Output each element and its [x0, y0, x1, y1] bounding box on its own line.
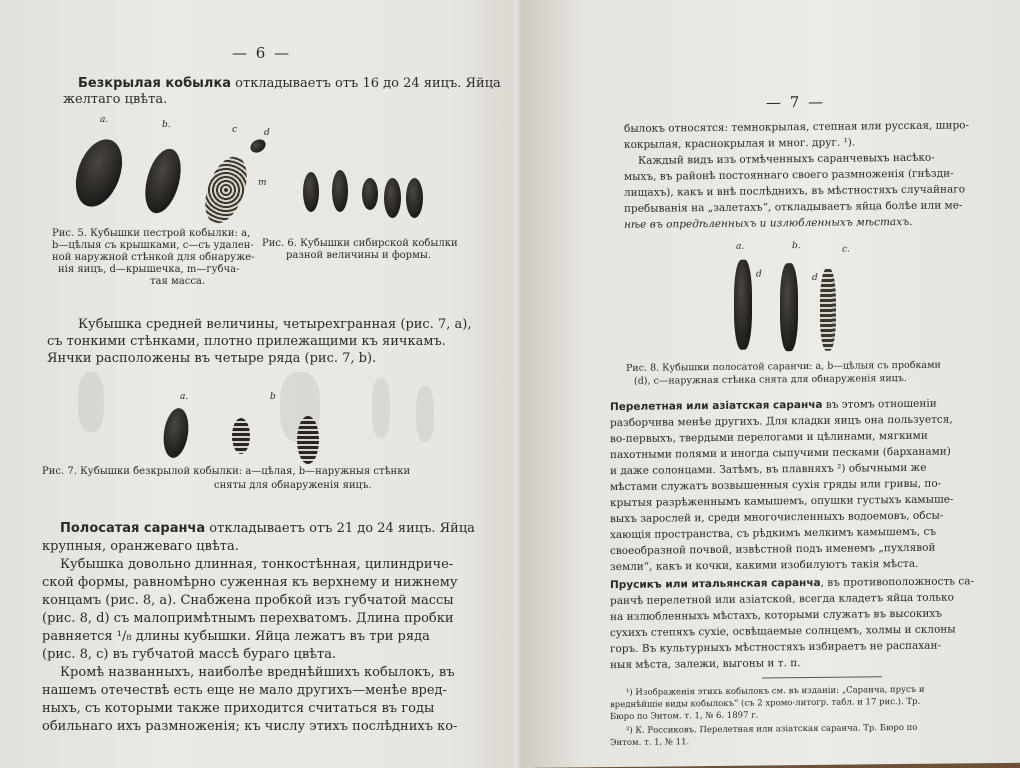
para2-line-6: (рис. 8, d) съ малопримѣтнымъ перехватомъ. Длина пробки — [42, 611, 454, 626]
fig5-label-m: m — [258, 178, 267, 188]
egg-pod-7b-2 — [297, 416, 319, 464]
fig7-caption-2: сняты для обнаруженія яицъ. — [214, 480, 372, 491]
para2-line-9: Кромѣ названныхъ, наиболѣе вреднѣйшихъ кобылокъ, въ — [60, 665, 455, 680]
para-line-11: земли“, какъ и кочки, какими изобилуютъ такія мѣста. — [610, 557, 919, 574]
para1-line-2: съ тонкими стѣнками, плотно прилежащими къ яичкамъ. — [47, 334, 446, 349]
para-line-6: мѣстами служатъ возвышенныя сухія гряды или гривы, по- — [610, 477, 942, 494]
para2-line-3: Кубышка довольно длинная, тонкостѣнная, цилиндриче- — [60, 557, 454, 572]
footnote-1-line-2: вреднѣйшіе виды кобылокъ“ (съ 2 хромо-литогр. табл. и 17 рис.). Тр. — [610, 696, 921, 711]
footnote-2-line-2: Энтом. т. 1, № 11. — [610, 737, 690, 749]
para-line-5: и даже солонцами. Затѣмъ, въ плавняхъ ²) обычными же — [610, 461, 927, 478]
para-line-3: во-первыхъ, твердыми перелогами и цѣлинами, мягкими — [610, 429, 928, 446]
para-line-10: своеобразной почвой, извѣстной подъ именемъ „пухлявой — [610, 541, 936, 558]
page-number-6: — 6 — — [232, 44, 292, 62]
intro-line-2: желтаго цвѣта. — [63, 92, 168, 107]
para-line-7: крытыя разрѣженнымъ камышемъ, опушки густыхъ камыше- — [610, 493, 954, 510]
fig5-caption-5: тая масса. — [150, 276, 206, 287]
egg-pod-5a — [67, 133, 130, 213]
para2-line-3: на излюбленныхъ мѣстахъ, которыми служатъ въ высокихъ — [610, 607, 942, 624]
egg-pod-7a — [161, 407, 192, 460]
para-line-8: выхъ зарослей и, среди многочисленныхъ водоемовъ, обсы- — [610, 509, 944, 526]
intro-line-1: Безкрылая кобылка откладываетъ отъ 16 до 24 яицъ. Яйца — [78, 76, 501, 91]
right-page — [522, 0, 1020, 768]
bleed-through-ghost — [78, 372, 104, 432]
para-line-2: разборчива менѣе другихъ. Для кладки яицъ она пользуется, — [610, 413, 953, 430]
top-line-2: кокрылая, краснокрылая и мног. друг. ¹). — [624, 136, 856, 151]
egg-pod-6-3 — [362, 178, 378, 210]
fig7-label-b: b — [270, 392, 276, 402]
egg-pod-8b — [780, 263, 798, 351]
fig6-caption-1: Рис. 6. Кубышки сибирской кобылки — [262, 238, 458, 249]
para2-line-2: ранчѣ перелетной или азіатской, всегда кладетъ яйца только — [610, 591, 954, 608]
top-line-6: пребыванія на „залетахъ“, откладываетъ яйца болѣе или ме- — [624, 199, 963, 215]
fig8-caption-2: (d), c—наружная стѣнка снята для обнаруженія яицъ. — [634, 372, 907, 387]
egg-pod-5b — [139, 145, 187, 217]
para-line-4: пахотными полями и иногда сыпучими песками (барханами) — [610, 445, 951, 462]
para1-line-1: Кубышка средней величины, четырехгранная (рис. 7, a), — [78, 317, 472, 332]
bleed-through-ghost — [416, 386, 434, 442]
para-line-9: хающія пространства, съ рѣдкимъ мелкимъ камышемъ, съ — [610, 525, 937, 542]
egg-pod-6-1 — [303, 172, 319, 212]
egg-pod-5c-opened — [197, 151, 255, 229]
fig5-caption-1: Рис. 5. Кубышки пестрой кобылки: a, — [52, 228, 251, 239]
footnote-1-line-1: ¹) Изображенія этихъ кобылокъ см. въ изданіи: „Саранча, прусъ и — [626, 684, 925, 698]
top-line-7: нѣе въ опредѣленныхъ и излюбленныхъ мѣстахъ. — [624, 215, 913, 231]
top-line-1: былокъ относятся: темнокрылая, степная или русская, широ- — [624, 119, 970, 135]
fig5-label-a: a. — [100, 115, 109, 125]
fig8-label-b: b. — [792, 241, 801, 252]
fig5-caption-4: нія яицъ, d—крышечка, m—губча- — [58, 264, 240, 275]
fig5-label-b: b. — [162, 120, 171, 130]
footnote-divider — [762, 676, 882, 678]
fig5-caption-2: b—цѣлыя съ крышками, c—съ удален- — [52, 240, 254, 251]
egg-pod-6-2 — [332, 170, 348, 212]
fig7-caption-1: Рис. 7. Кубышки безкрылой кобылки: a—цѣлая, b—наружныя стѣнки — [42, 466, 411, 477]
fig5-label-d: d — [264, 128, 270, 138]
page-number-7: — 7 — — [766, 92, 826, 112]
para2-line-2: крупныя, оранжеваго цвѣта. — [42, 539, 239, 554]
para2-line-5: горъ. Въ культурныхъ мѣстностяхъ избираетъ не распахан- — [610, 639, 941, 656]
para2-line-1: Прусикъ или итальянская саранча, въ противоположность са- — [610, 575, 975, 592]
para2-line-1: Полосатая саранча откладываетъ отъ 21 до 24 яицъ. Яйца — [60, 521, 475, 536]
fig8-label-c: c. — [842, 244, 850, 255]
para2-line-8: (рис. 8, c) въ губчатой массѣ бураго цвѣта. — [42, 647, 337, 662]
para2-line-6: ныя мѣста, залежи, выгоны и т. п. — [610, 657, 801, 672]
bleed-through-ghost — [372, 378, 390, 438]
egg-pod-6-4 — [384, 178, 401, 218]
fig8-caption-1: Рис. 8. Кубышки полосатой саранчи: a, b—цѣлыя съ пробками — [626, 359, 941, 374]
fig8-label-d: d — [812, 272, 818, 283]
para1-line-3: Янчки расположены въ четыре ряда (рис. 7, b). — [47, 351, 377, 366]
egg-pod-7b-1 — [232, 418, 250, 454]
top-line-3: Каждый видъ изъ отмѣченныхъ саранчевыхъ насѣко- — [638, 151, 935, 167]
top-line-5: лищахъ), какъ и внѣ послѣднихъ, въ мѣстностяхъ случайнаго — [624, 183, 966, 199]
para2-line-4: ской формы, равномѣрно суженная къ верхнему и нижнему — [42, 575, 458, 590]
egg-pod-8c-opened — [820, 269, 836, 351]
footnote-2-line-1: ²) К. Россиковъ. Перелетная или азіатская саранча. Тр. Бюро по — [626, 722, 918, 736]
fig8-label-d: d — [756, 269, 762, 280]
fig5-caption-3: ной наружной стѣнкой для обнаруже- — [52, 252, 255, 263]
fig7-label-a: a. — [180, 392, 189, 402]
egg-pod-6-5 — [406, 178, 423, 218]
para2-line-4: сухихъ степяхъ сухіе, освѣщаемые солнцемъ, холмы и склоны — [610, 623, 956, 640]
para2-line-5: концамъ (рис. 8, a). Снабжена пробкой изъ губчатой массы — [42, 593, 454, 608]
egg-pod-5d-cap — [248, 137, 268, 155]
para2-line-11: ныхъ, съ которыми также приходится считаться въ годы — [42, 701, 435, 716]
egg-pod-8a — [734, 260, 752, 350]
fig8-label-a: a. — [736, 241, 745, 252]
para2-line-10: нашемъ отечествѣ есть еще не мало другихъ—менѣе вред- — [42, 683, 447, 698]
fig6-caption-2: разной величины и формы. — [286, 250, 431, 261]
fig5-label-c: c — [232, 125, 238, 135]
para2-line-7: равняется ¹/₈ длины кубышки. Яйца лежатъ въ три ряда — [42, 629, 430, 644]
top-line-4: мыхъ, въ районѣ постояннаго своего размноженія (гнѣзди- — [624, 167, 954, 183]
para-line-1: Перелетная или азіатская саранча въ этомъ отношеніи — [610, 397, 937, 414]
footnote-1-line-3: Бюро по Энтом. т. 1, № 6. 1897 г. — [610, 710, 759, 723]
para2-line-12: обильнаго ихъ размноженія; къ числу этихъ послѣднихъ ко- — [42, 719, 458, 734]
